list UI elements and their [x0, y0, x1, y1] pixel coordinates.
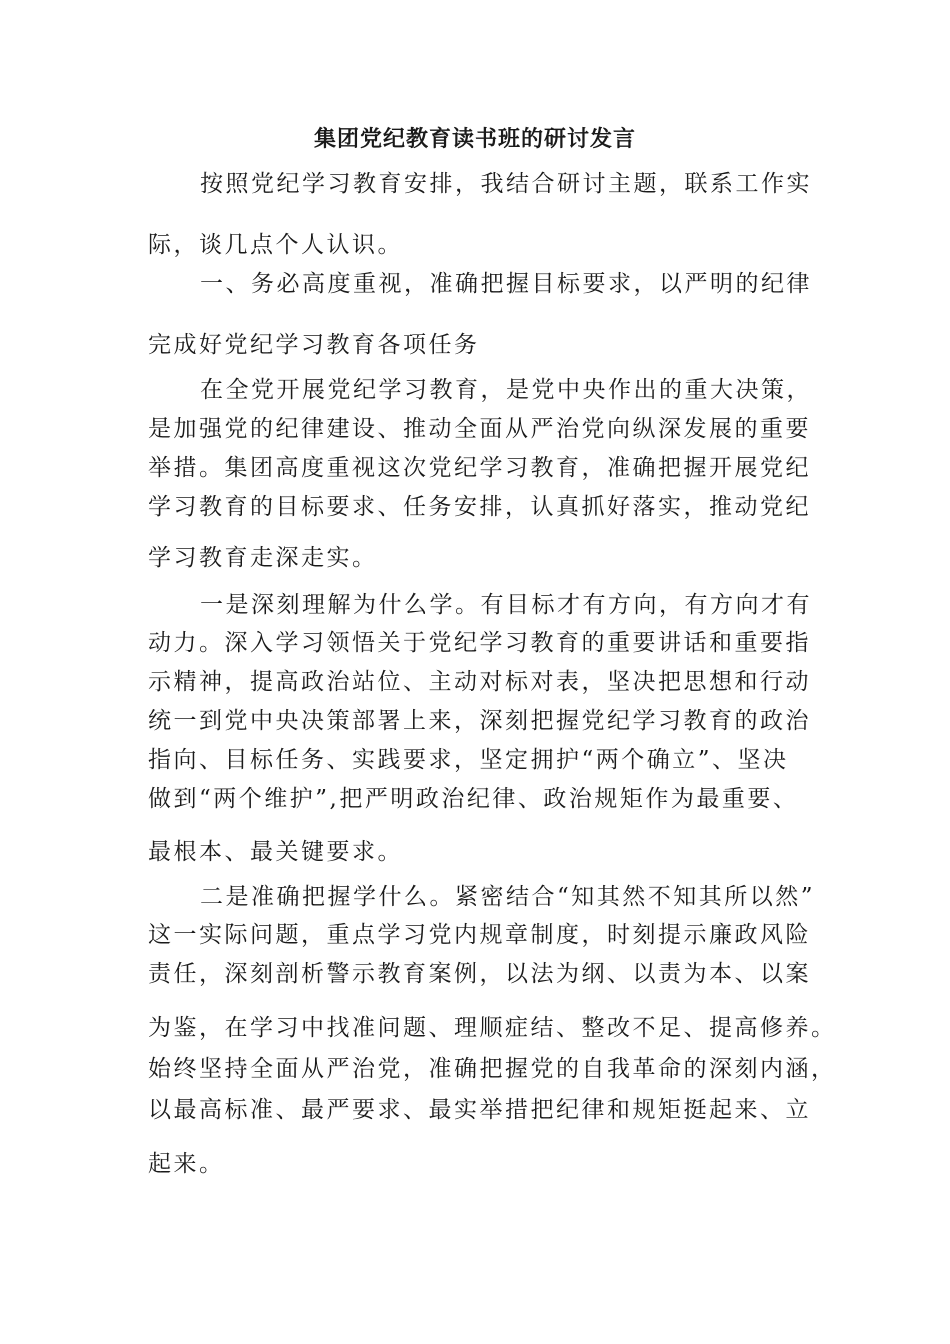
text-line: 示精神，提高政治站位、主动对标对表，坚决把思想和行动 — [148, 669, 811, 695]
text-line: 指向、目标任务、实践要求，坚定拥护“两个确立”、坚决 — [148, 747, 789, 773]
document-title: 集团党纪教育读书班的研讨发言 — [313, 127, 636, 152]
section-heading-line: 完成好党纪学习教育各项任务 — [148, 332, 480, 358]
section-heading-line: 一、务必高度重视，准确把握目标要求，以严明的纪律 — [200, 271, 812, 297]
text-line: 统一到党中央决策部署上来，深刻把握党纪学习教育的政治 — [148, 708, 811, 734]
text-line: 学习教育走深走实。 — [148, 545, 378, 571]
text-line: 这一实际问题，重点学习党内规章制度，时刻提示廉政风险 — [148, 922, 811, 948]
text-line: 起来。 — [148, 1151, 225, 1177]
text-line: 按照党纪学习教育安排，我结合研讨主题，联系工作实 — [200, 171, 812, 197]
text-line: 一是深刻理解为什么学。有目标才有方向，有方向才有 — [200, 592, 812, 618]
text-line: 在全党开展党纪学习教育，是党中央作出的重大决策， — [200, 377, 812, 403]
text-line: 是加强党的纪律建设、推动全面从严治党向纵深发展的重要 — [148, 416, 811, 442]
text-line: 举措。集团高度重视这次党纪学习教育，准确把握开展党纪 — [148, 455, 811, 481]
text-line: 为鉴，在学习中找准问题、理顺症结、整改不足、提高修养。 — [148, 1015, 837, 1041]
text-line: 责任，深刻剖析警示教育案例，以法为纲、以责为本、以案 — [148, 961, 811, 987]
text-line: 以最高标准、最严要求、最实举措把纪律和规矩挺起来、立 — [148, 1097, 811, 1123]
text-line: 际，谈几点个人认识。 — [148, 232, 403, 258]
text-line: 最根本、最关键要求。 — [148, 839, 403, 865]
text-line: 动力。深入学习领悟关于党纪学习教育的重要讲话和重要指 — [148, 630, 811, 656]
text-line: 学习教育的目标要求、任务安排，认真抓好落实，推动党纪 — [148, 494, 811, 520]
text-line: 做到“两个维护”,把严明政治纪律、政治规矩作为最重要、 — [148, 786, 799, 812]
text-line: 始终坚持全面从严治党，准确把握党的自我革命的深刻内涵， — [148, 1056, 837, 1082]
text-line: 二是准确把握学什么。紧密结合“知其然不知其所以然” — [200, 884, 816, 910]
